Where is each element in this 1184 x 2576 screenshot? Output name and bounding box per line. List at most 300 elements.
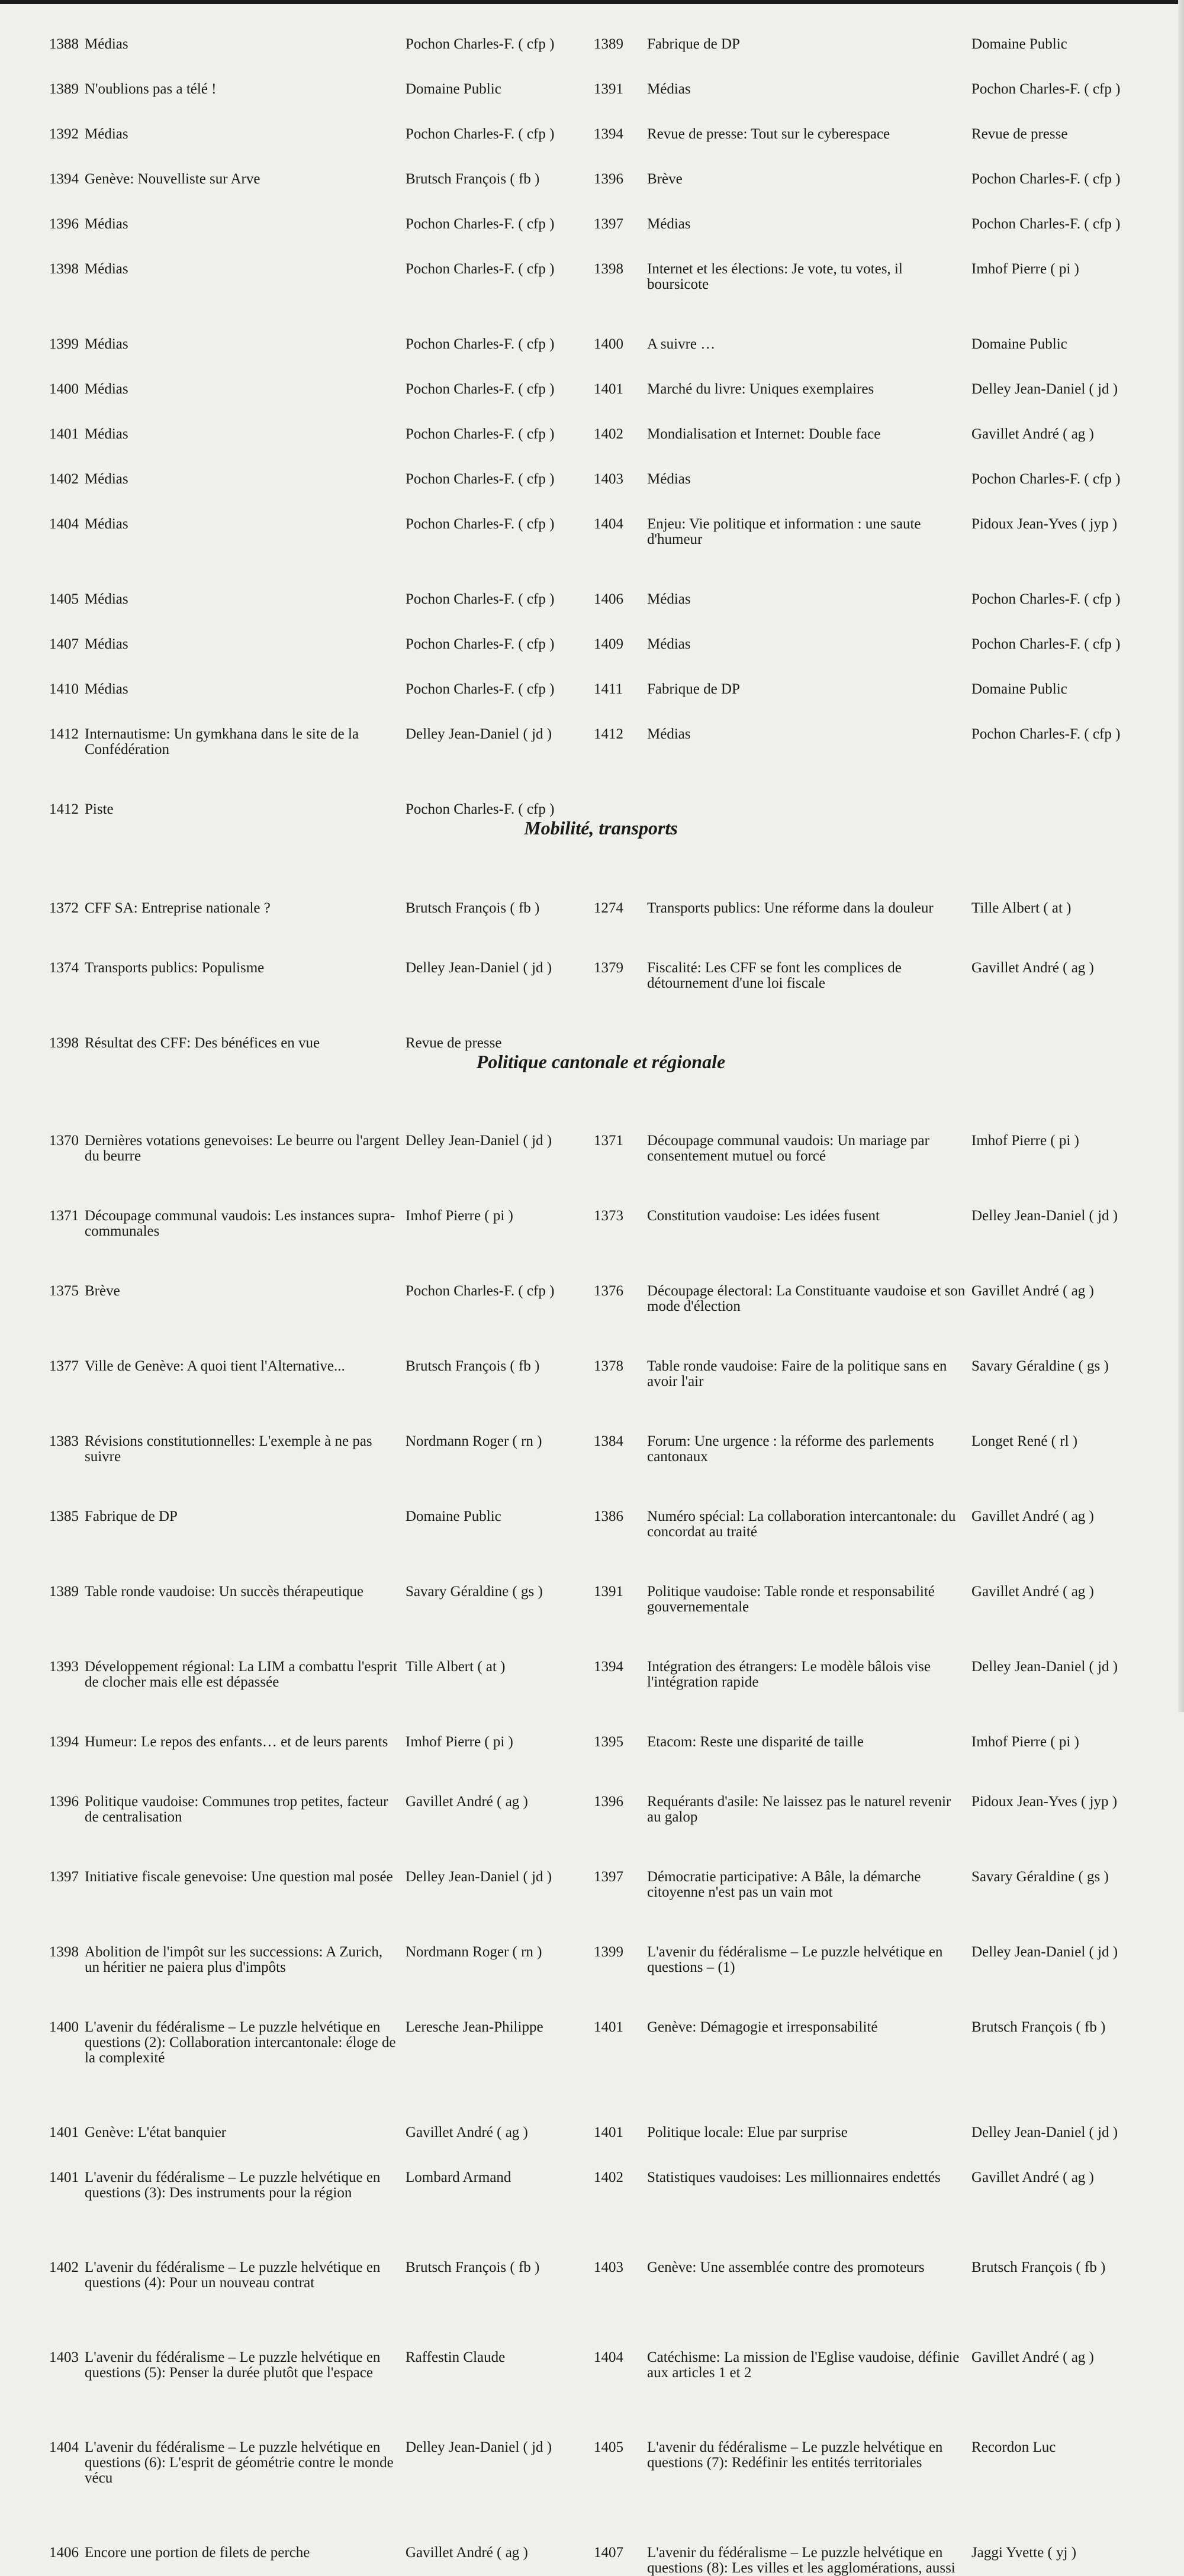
left-entry xyxy=(0,2440,594,2486)
index-row xyxy=(0,1584,1178,1615)
left-entry xyxy=(0,1794,594,1825)
left-entry xyxy=(0,1133,594,1164)
article-title: Abolition de l'impôt sur les successions: A Zurich, un héritier ne paiera plus d'impôts xyxy=(85,1944,383,1975)
issue-number: 1405 xyxy=(49,591,79,607)
right-entry xyxy=(594,2440,1178,2471)
right-entry xyxy=(594,592,1178,607)
index-row xyxy=(0,2170,1178,2201)
issue-number: 1389 xyxy=(49,1584,79,1600)
article-author: Pochon Charles-F. ( cfp ) xyxy=(971,726,1121,742)
article-title: Médias xyxy=(647,471,691,487)
left-entry xyxy=(0,2350,594,2381)
issue-number: 1374 xyxy=(49,960,79,976)
left-entry xyxy=(0,727,594,757)
article-author: Nordmann Roger ( rn ) xyxy=(406,1433,542,1449)
issue-number: 1409 xyxy=(594,636,623,652)
article-author: Leresche Jean-Philippe xyxy=(406,2019,543,2035)
index-row xyxy=(0,217,1178,232)
article-title: Table ronde vaudoise: Faire de la politique sans en avoir l'air xyxy=(647,1358,947,1389)
left-entry xyxy=(0,337,594,352)
article-author: Revue de presse xyxy=(971,126,1068,142)
article-author: Pochon Charles-F. ( cfp ) xyxy=(406,681,555,697)
issue-number: 1402 xyxy=(594,2169,623,2185)
index-page xyxy=(0,37,1178,2576)
article-title: Politique vaudoise: Table ronde et responsabilité gouvernementale xyxy=(647,1584,935,1615)
index-row xyxy=(0,802,1178,817)
article-title: Médias xyxy=(647,216,691,232)
issue-number: 1375 xyxy=(49,1283,79,1299)
article-title: Politique locale: Elue par surprise xyxy=(647,2124,848,2140)
article-title: Politique vaudoise: Communes trop petites, facteur de centralisation xyxy=(85,1794,388,1825)
issue-number: 1410 xyxy=(49,681,79,697)
article-author: Pochon Charles-F. ( cfp ) xyxy=(971,591,1121,607)
article-author: Pochon Charles-F. ( cfp ) xyxy=(406,261,555,277)
article-author: Delley Jean-Daniel ( jd ) xyxy=(971,1944,1118,1960)
article-author: Pochon Charles-F. ( cfp ) xyxy=(406,516,555,532)
index-row xyxy=(0,2350,1178,2381)
issue-number: 1371 xyxy=(49,1208,79,1224)
issue-number: 1404 xyxy=(594,2349,623,2365)
article-title: Médias xyxy=(85,261,128,277)
index-row xyxy=(0,1359,1178,1389)
right-entry xyxy=(594,2020,1178,2035)
right-entry xyxy=(594,682,1178,697)
article-title: L'avenir du fédéralisme – Le puzzle helvétique en questions (3): Des instruments pour la région xyxy=(85,2169,381,2201)
left-entry xyxy=(0,472,594,487)
article-author: Pochon Charles-F. ( cfp ) xyxy=(971,471,1121,487)
article-author: Tille Albert ( at ) xyxy=(971,900,1072,916)
left-entry xyxy=(0,1208,594,1239)
issue-number: 1406 xyxy=(49,2545,79,2561)
article-title: Découpage communal vaudois: Les instances supra-communales xyxy=(85,1208,395,1239)
article-author: Nordmann Roger ( rn ) xyxy=(406,1944,542,1960)
right-entry xyxy=(594,901,1178,916)
article-author: Raffestin Claude xyxy=(406,2349,506,2365)
issue-number: 1402 xyxy=(49,2259,79,2275)
article-author: Delley Jean-Daniel ( jd ) xyxy=(406,1133,552,1149)
issue-number: 1412 xyxy=(594,726,623,742)
left-entry xyxy=(0,2545,594,2561)
article-title: Brève xyxy=(647,171,683,187)
index-row xyxy=(0,901,1178,916)
article-author: Brutsch François ( fb ) xyxy=(406,171,540,187)
article-title: Brève xyxy=(85,1283,120,1299)
issue-number: 1399 xyxy=(49,336,79,352)
article-title: Médias xyxy=(85,591,128,607)
article-title: Médias xyxy=(85,471,128,487)
right-entry xyxy=(594,262,1178,292)
article-title: Médias xyxy=(85,336,128,352)
article-author: Pochon Charles-F. ( cfp ) xyxy=(406,381,555,397)
left-entry xyxy=(0,2170,594,2201)
article-author: Longet René ( rl ) xyxy=(971,1433,1078,1449)
article-title: Dernières votations genevoises: Le beurre ou l'argent du beurre xyxy=(85,1133,400,1164)
right-entry xyxy=(594,82,1178,97)
article-author: Brutsch François ( fb ) xyxy=(406,2259,540,2275)
issue-number: 1378 xyxy=(594,1358,623,1374)
issue-number: 1372 xyxy=(49,900,79,916)
left-entry xyxy=(0,2260,594,2291)
issue-number: 1403 xyxy=(594,2259,623,2275)
article-title: Marché du livre: Uniques exemplaires xyxy=(647,381,874,397)
article-author: Delley Jean-Daniel ( jd ) xyxy=(406,960,552,976)
article-author: Delley Jean-Daniel ( jd ) xyxy=(406,726,552,742)
issue-number: 1401 xyxy=(49,2124,79,2140)
issue-number: 1386 xyxy=(594,1508,623,1524)
right-entry xyxy=(594,1584,1178,1615)
left-entry xyxy=(0,382,594,397)
article-title: A suivre … xyxy=(647,336,716,352)
article-author: Pochon Charles-F. ( cfp ) xyxy=(406,801,555,817)
issue-number: 1389 xyxy=(49,81,79,97)
article-author: Gavillet André ( ag ) xyxy=(406,2124,528,2140)
article-author: Delley Jean-Daniel ( jd ) xyxy=(971,1659,1118,1675)
article-title: Genève: Démagogie et irresponsabilité xyxy=(647,2019,878,2035)
article-title: Revue de presse: Tout sur le cyberespace xyxy=(647,126,890,142)
right-entry xyxy=(594,1359,1178,1389)
index-row xyxy=(0,1794,1178,1825)
left-entry xyxy=(0,1359,594,1374)
right-entry xyxy=(594,1794,1178,1825)
article-author: Pochon Charles-F. ( cfp ) xyxy=(406,591,555,607)
right-entry xyxy=(594,2350,1178,2381)
issue-number: 1404 xyxy=(49,2439,79,2455)
index-row xyxy=(0,592,1178,607)
right-entry xyxy=(594,217,1178,232)
article-title: Statistiques vaudoises: Les millionnaires endettés xyxy=(647,2169,941,2185)
right-entry xyxy=(594,427,1178,442)
section-heading: Mobilité, transports xyxy=(524,817,678,839)
article-author: Pochon Charles-F. ( cfp ) xyxy=(971,216,1121,232)
article-author: Domaine Public xyxy=(971,681,1067,697)
left-entry xyxy=(0,82,594,97)
article-author: Pidoux Jean-Yves ( jyp ) xyxy=(971,1794,1118,1810)
index-row xyxy=(0,127,1178,142)
right-entry xyxy=(594,1133,1178,1164)
right-entry xyxy=(594,472,1178,487)
article-title: Humeur: Le repos des enfants… et de leurs parents xyxy=(85,1734,388,1750)
article-author: Revue de presse xyxy=(406,1035,502,1051)
article-author: Pidoux Jean-Yves ( jyp ) xyxy=(971,516,1118,532)
issue-number: 1401 xyxy=(49,426,79,442)
issue-number: 1401 xyxy=(49,2169,79,2185)
left-entry xyxy=(0,1434,594,1465)
article-title: Médias xyxy=(647,591,691,607)
right-entry xyxy=(594,337,1178,352)
article-title: Résultat des CFF: Des bénéfices en vue xyxy=(85,1035,320,1051)
article-author: Gavillet André ( ag ) xyxy=(406,1794,528,1810)
issue-number: 1396 xyxy=(49,216,79,232)
article-title: Etacom: Reste une disparité de taille xyxy=(647,1734,864,1750)
index-row xyxy=(0,1659,1178,1690)
index-row xyxy=(0,382,1178,397)
article-author: Domaine Public xyxy=(406,1508,501,1524)
article-author: Imhof Pierre ( pi ) xyxy=(406,1734,513,1750)
index-row xyxy=(0,1434,1178,1465)
issue-number: 1404 xyxy=(594,516,623,532)
index-row xyxy=(0,1284,1178,1314)
index-row xyxy=(0,517,1178,547)
issue-number: 1398 xyxy=(49,261,79,277)
article-author: Imhof Pierre ( pi ) xyxy=(406,1208,513,1224)
issue-number: 1395 xyxy=(594,1734,623,1750)
article-title: Médias xyxy=(85,681,128,697)
index-row xyxy=(0,2260,1178,2291)
issue-number: 1411 xyxy=(594,681,623,697)
article-title: N'oublions pas a télé ! xyxy=(85,81,217,97)
article-title: Internautisme: Un gymkhana dans le site de la Confédération xyxy=(85,726,359,757)
article-author: Pochon Charles-F. ( cfp ) xyxy=(406,471,555,487)
index-row xyxy=(0,2440,1178,2486)
article-title: Médias xyxy=(85,36,128,52)
left-entry xyxy=(0,592,594,607)
article-title: Découpage communal vaudois: Un mariage par consentement mutuel ou forcé xyxy=(647,1133,929,1164)
article-author: Gavillet André ( ag ) xyxy=(971,426,1094,442)
article-author: Delley Jean-Daniel ( jd ) xyxy=(971,381,1118,397)
article-author: Delley Jean-Daniel ( jd ) xyxy=(971,1208,1118,1224)
article-title: Médias xyxy=(85,381,128,397)
right-entry xyxy=(594,2545,1178,2576)
issue-number: 1400 xyxy=(594,336,623,352)
article-author: Savary Géraldine ( gs ) xyxy=(406,1584,543,1600)
right-entry xyxy=(594,127,1178,142)
issue-number: 1412 xyxy=(49,801,79,817)
issue-number: 1404 xyxy=(49,516,79,532)
right-entry xyxy=(594,960,1178,991)
article-title: Fabrique de DP xyxy=(647,681,740,697)
article-author: Pochon Charles-F. ( cfp ) xyxy=(406,216,555,232)
left-entry xyxy=(0,901,594,916)
article-title: Médias xyxy=(85,516,128,532)
article-author: Gavillet André ( ag ) xyxy=(971,2349,1094,2365)
index-row xyxy=(0,472,1178,487)
article-title: Médias xyxy=(647,636,691,652)
index-row xyxy=(0,82,1178,97)
article-title: Ville de Genève: A quoi tient l'Alternative... xyxy=(85,1358,345,1374)
issue-number: 1383 xyxy=(49,1433,79,1449)
issue-number: 1396 xyxy=(594,1794,623,1810)
issue-number: 1398 xyxy=(49,1944,79,1960)
right-entry xyxy=(594,517,1178,547)
right-entry xyxy=(594,1869,1178,1900)
left-entry xyxy=(0,427,594,442)
index-row xyxy=(0,1036,1178,1051)
article-title: Médias xyxy=(85,126,128,142)
article-title: Genève: L'état banquier xyxy=(85,2124,227,2140)
index-row xyxy=(0,682,1178,697)
index-row xyxy=(0,1869,1178,1900)
left-entry xyxy=(0,802,594,817)
article-author: Brutsch François ( fb ) xyxy=(406,900,540,916)
article-author: Savary Géraldine ( gs ) xyxy=(971,1869,1109,1885)
issue-number: 1401 xyxy=(594,2019,623,2035)
article-title: Découpage électoral: La Constituante vaudoise et son mode d'élection xyxy=(647,1283,966,1314)
left-entry xyxy=(0,172,594,187)
issue-number: 1394 xyxy=(49,1734,79,1750)
issue-number: 1388 xyxy=(49,36,79,52)
article-title: L'avenir du fédéralisme – Le puzzle helvétique en questions (4): Pour un nouveau contrat xyxy=(85,2259,381,2291)
article-author: Gavillet André ( ag ) xyxy=(971,1283,1094,1299)
article-author: Gavillet André ( ag ) xyxy=(971,960,1094,976)
left-entry xyxy=(0,2125,594,2140)
issue-number: 1379 xyxy=(594,960,623,976)
issue-number: 1377 xyxy=(49,1358,79,1374)
article-author: Domaine Public xyxy=(971,36,1067,52)
article-title: L'avenir du fédéralisme – Le puzzle helvétique en questions (5): Penser la durée plutôt que l'espace xyxy=(85,2349,381,2381)
issue-number: 1394 xyxy=(594,1659,623,1675)
article-author: Brutsch François ( fb ) xyxy=(971,2019,1106,2035)
article-author: Lombard Armand xyxy=(406,2169,511,2185)
page-binding-edge xyxy=(1178,0,1184,1712)
page-top-edge xyxy=(0,0,1184,4)
right-entry xyxy=(594,382,1178,397)
article-author: Domaine Public xyxy=(971,336,1067,352)
left-entry xyxy=(0,1584,594,1600)
left-entry xyxy=(0,2020,594,2066)
issue-number: 1376 xyxy=(594,1283,623,1299)
issue-number: 1403 xyxy=(594,471,623,487)
article-author: Domaine Public xyxy=(406,81,501,97)
issue-number: 1389 xyxy=(594,36,623,52)
issue-number: 1398 xyxy=(49,1035,79,1051)
article-title: Développement régional: La LIM a combattu l'esprit de clocher mais elle est dépassée xyxy=(85,1659,397,1690)
right-entry xyxy=(594,1659,1178,1690)
article-author: Pochon Charles-F. ( cfp ) xyxy=(971,636,1121,652)
article-title: Enjeu: Vie politique et information : une saute d'humeur xyxy=(647,516,921,547)
left-entry xyxy=(0,217,594,232)
left-entry xyxy=(0,1869,594,1885)
index-row xyxy=(0,2020,1178,2066)
article-title: L'avenir du fédéralisme – Le puzzle helvétique en questions (8): Les villes et les agglomérations, aussi xyxy=(647,2545,955,2576)
article-author: Pochon Charles-F. ( cfp ) xyxy=(406,126,555,142)
article-title: Table ronde vaudoise: Un succès thérapeutique xyxy=(85,1584,363,1600)
right-entry xyxy=(594,1434,1178,1465)
issue-number: 1397 xyxy=(594,1869,623,1885)
index-row xyxy=(0,427,1178,442)
index-row xyxy=(0,960,1178,991)
article-title: Piste xyxy=(85,801,114,817)
right-entry xyxy=(594,2170,1178,2185)
article-title: L'avenir du fédéralisme – Le puzzle helvétique en questions (7): Redéfinir les entités territoriales xyxy=(647,2439,943,2471)
article-title: Médias xyxy=(85,216,128,232)
issue-number: 1392 xyxy=(49,126,79,142)
left-entry xyxy=(0,1734,594,1750)
issue-number: 1396 xyxy=(49,1794,79,1810)
right-entry xyxy=(594,1208,1178,1224)
article-author: Pochon Charles-F. ( cfp ) xyxy=(406,336,555,352)
article-title: Fabrique de DP xyxy=(647,36,740,52)
article-title: Catéchisme: La mission de l'Eglise vaudoise, définie aux articles 1 et 2 xyxy=(647,2349,960,2381)
left-entry xyxy=(0,682,594,697)
article-author: Brutsch François ( fb ) xyxy=(406,1358,540,1374)
article-title: Intégration des étrangers: Le modèle bâlois vise l'intégration rapide xyxy=(647,1659,931,1690)
left-entry xyxy=(0,637,594,652)
article-title: L'avenir du fédéralisme – Le puzzle helvétique en questions – (1) xyxy=(647,1944,943,1975)
issue-number: 1394 xyxy=(49,171,79,187)
issue-number: 1398 xyxy=(594,261,623,277)
issue-number: 1394 xyxy=(594,126,623,142)
right-entry xyxy=(594,727,1178,742)
issue-number: 1397 xyxy=(594,216,623,232)
left-entry xyxy=(0,1509,594,1524)
issue-number: 1403 xyxy=(49,2349,79,2365)
index-row xyxy=(0,1945,1178,1975)
right-entry xyxy=(594,1945,1178,1975)
issue-number: 1399 xyxy=(594,1944,623,1960)
index-row xyxy=(0,2545,1178,2576)
article-author: Gavillet André ( ag ) xyxy=(406,2545,528,2561)
index-row xyxy=(0,1734,1178,1750)
issue-number: 1274 xyxy=(594,900,623,916)
issue-number: 1393 xyxy=(49,1659,79,1675)
article-author: Savary Géraldine ( gs ) xyxy=(971,1358,1109,1374)
article-author: Pochon Charles-F. ( cfp ) xyxy=(971,171,1121,187)
article-title: Forum: Une urgence : la réforme des parlements cantonaux xyxy=(647,1433,934,1465)
issue-number: 1401 xyxy=(594,2124,623,2140)
index-row xyxy=(0,2125,1178,2140)
article-author: Pochon Charles-F. ( cfp ) xyxy=(406,1283,555,1299)
article-author: Delley Jean-Daniel ( jd ) xyxy=(406,1869,552,1885)
issue-number: 1412 xyxy=(49,726,79,742)
issue-number: 1373 xyxy=(594,1208,623,1224)
article-title: Révisions constitutionnelles: L'exemple à ne pas suivre xyxy=(85,1433,372,1465)
article-title: Transports publics: Populisme xyxy=(85,960,265,976)
article-author: Brutsch François ( fb ) xyxy=(971,2259,1106,2275)
issue-number: 1400 xyxy=(49,2019,79,2035)
left-entry xyxy=(0,1945,594,1975)
article-title: Médias xyxy=(647,726,691,742)
article-title: Internet et les élections: Je vote, tu votes, il boursicote xyxy=(647,261,903,292)
article-author: Gavillet André ( ag ) xyxy=(971,2169,1094,2185)
article-author: Imhof Pierre ( pi ) xyxy=(971,261,1079,277)
article-title: Démocratie participative: A Bâle, la démarche citoyenne n'est pas un vain mot xyxy=(647,1869,921,1900)
article-title: Genève: Nouvelliste sur Arve xyxy=(85,171,260,187)
issue-number: 1402 xyxy=(594,426,623,442)
article-author: Pochon Charles-F. ( cfp ) xyxy=(406,36,555,52)
issue-number: 1370 xyxy=(49,1133,79,1149)
article-author: Pochon Charles-F. ( cfp ) xyxy=(406,636,555,652)
left-entry xyxy=(0,1284,594,1299)
issue-number: 1385 xyxy=(49,1508,79,1524)
issue-number: 1397 xyxy=(49,1869,79,1885)
article-author: Gavillet André ( ag ) xyxy=(971,1584,1094,1600)
issue-number: 1402 xyxy=(49,471,79,487)
issue-number: 1407 xyxy=(594,2545,623,2561)
article-author: Delley Jean-Daniel ( jd ) xyxy=(406,2439,552,2455)
issue-number: 1400 xyxy=(49,381,79,397)
right-entry xyxy=(594,1509,1178,1540)
article-author: Pochon Charles-F. ( cfp ) xyxy=(406,426,555,442)
left-entry xyxy=(0,517,594,532)
article-title: Fiscalité: Les CFF se font les complices de détournement d'une loi fiscale xyxy=(647,960,902,991)
left-entry xyxy=(0,262,594,277)
section-heading: Politique cantonale et régionale xyxy=(476,1051,726,1072)
article-author: Pochon Charles-F. ( cfp ) xyxy=(971,81,1121,97)
article-author: Tille Albert ( at ) xyxy=(406,1659,506,1675)
article-title: Numéro spécial: La collaboration intercantonale: du concordat au traité xyxy=(647,1508,956,1540)
right-entry xyxy=(594,37,1178,52)
article-title: Médias xyxy=(647,81,691,97)
issue-number: 1406 xyxy=(594,591,623,607)
index-row xyxy=(0,337,1178,352)
right-entry xyxy=(594,2125,1178,2140)
index-row xyxy=(0,1133,1178,1164)
article-author: Gavillet André ( ag ) xyxy=(971,1508,1094,1524)
issue-number: 1405 xyxy=(594,2439,623,2455)
article-title: Initiative fiscale genevoise: Une question mal posée xyxy=(85,1869,393,1885)
left-entry xyxy=(0,127,594,142)
issue-number: 1396 xyxy=(594,171,623,187)
